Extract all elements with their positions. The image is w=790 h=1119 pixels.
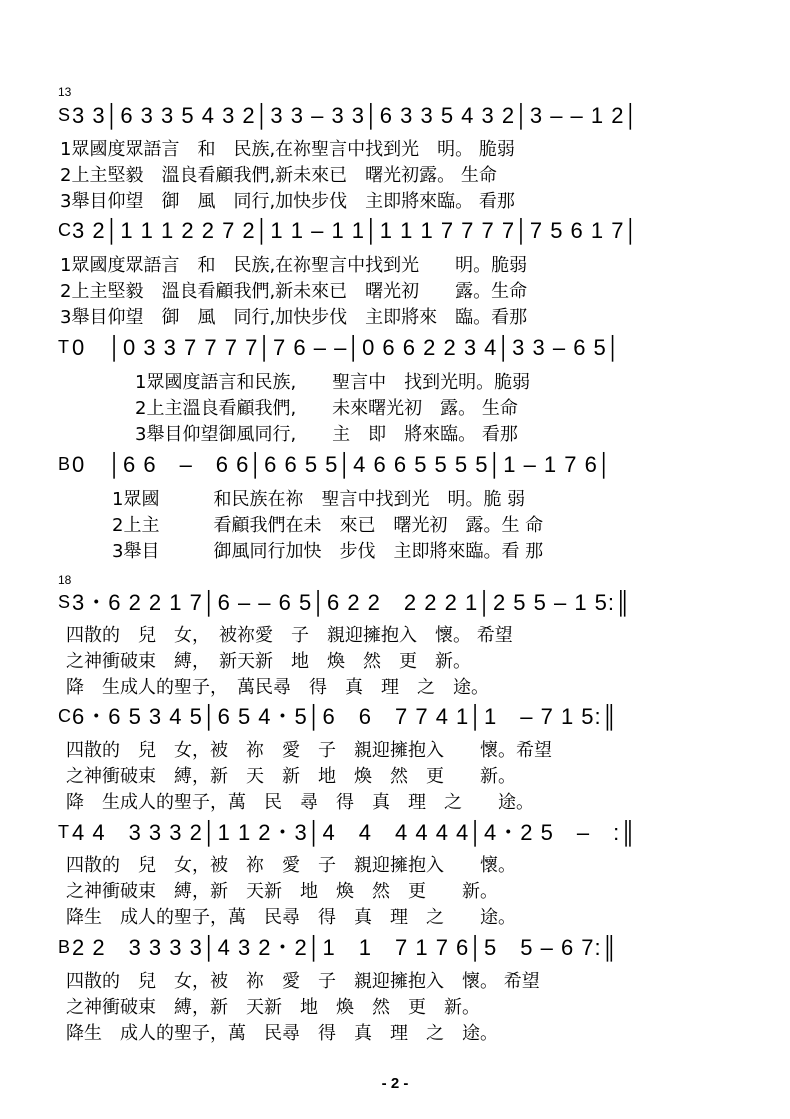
bass-staff <box>58 452 738 478</box>
voice-label: T <box>58 337 69 357</box>
alto-staff <box>58 218 738 244</box>
notes-line: 4 4 3 3 3 2│1 1 2・3│4 4 4 4 4 4│4・2 5 – :║ <box>72 820 637 845</box>
voice-label: C <box>58 220 71 240</box>
measure-number: 18 <box>58 573 72 587</box>
tenor-staff <box>58 820 738 846</box>
notes-line: 3 2│1 1 1 2 2 7 2│1 1 – 1 1│1 1 1 7 7 7 7│7 5 6 1 7│ <box>72 218 640 243</box>
alto-staff <box>58 704 738 730</box>
lyric-line: 四散的 兒 女， 被祢愛 子 親迎擁抱入 懷。 希望 <box>66 625 513 646</box>
voice-label: S <box>58 592 71 612</box>
lyric-line: 之神衝破束 縛，新 天 新 地 煥 然 更 新。 <box>66 766 516 787</box>
lyric-line: 降 生成人的聖子，萬 民 尋 得 真 理 之 途。 <box>66 792 534 813</box>
voice-label: C <box>58 706 71 726</box>
lyric-line: 2上主 看顧我們在未 來已 曙光初 露。生 命 <box>112 515 544 536</box>
notes-line: 0 │6 6 – 6 6│6 6 5 5│4 6 6 5 5 5 5│1 – 1 7 6│ <box>72 452 613 477</box>
notes-line: 3・6 2 2 1 7│6 – – 6 5│6 2 2 2 2 2 1│2 5 5 – 1 5:║ <box>72 590 632 615</box>
lyric-line: 3舉目仰望 御 風 同行,加快步伐 主即將來臨。 看那 <box>60 191 515 212</box>
notes-line: 0 │0 3 3 7 7 7 7│7 6 – –│0 6 6 2 2 3 4│3 3 – 6 5│ <box>72 335 622 360</box>
lyric-line: 1眾國 和民族在祢 聖言中找到光 明。脆 弱 <box>112 489 526 510</box>
lyric-line: 1眾國度眾語言 和 民族,在祢聖言中找到光 明。 脆弱 <box>60 139 515 160</box>
lyric-line: 四散的 兒 女，被 祢 愛 子 親迎擁抱入 懷。 <box>66 855 516 876</box>
soprano-staff <box>58 103 738 129</box>
lyric-line: 降生 成人的聖子，萬 民尋 得 真 理 之 途。 <box>66 1023 498 1044</box>
notes-line: 6・6 5 3 4 5│6 5 4・5│6 6 7 7 4 1│1 – 7 1 5:║ <box>72 704 619 729</box>
measure-number: 13 <box>58 85 72 99</box>
bass-staff <box>58 935 738 961</box>
lyric-line: 3舉目仰望御風同行, 主 即 將來臨。 看那 <box>135 424 518 445</box>
voice-label: T <box>58 822 69 842</box>
lyric-line: 2上主堅毅 溫良看顧我們,新未來已 曙光初 露。生命 <box>60 281 528 302</box>
lyric-line: 降生 成人的聖子，萬 民尋 得 真 理 之 途。 <box>66 907 516 928</box>
lyric-line: 之神衝破束 縛，新 天新 地 煥 然 更 新。 <box>66 881 498 902</box>
lyric-line: 之神衝破束 縛， 新天新 地 煥 然 更 新。 <box>66 651 471 672</box>
notes-line: 3 3│6 3 3 5 4 3 2│3 3 – 3 3│6 3 3 5 4 3 2│3 – – 1 2│ <box>72 103 640 128</box>
page-number: - 2 - <box>381 1075 409 1092</box>
lyric-line: 3舉目 御風同行加快 步伐 主即將來臨。看 那 <box>112 541 544 562</box>
lyric-line: 2上主堅毅 溫良看顧我們,新未來已 曙光初露。 生命 <box>60 165 497 186</box>
lyric-line: 四散的 兒 女，被 祢 愛 子 親迎擁抱入 懷。 希望 <box>66 971 540 992</box>
lyric-line: 3舉目仰望 御 風 同行,加快步伐 主即將來 臨。看那 <box>60 307 528 328</box>
notes-line: 2 2 3 3 3 3│4 3 2・2│1 1 7 1 7 6│5 5 – 6 7:║ <box>72 935 619 960</box>
tenor-staff <box>58 335 738 361</box>
lyric-line: 1眾國度語言和民族, 聖言中 找到光明。脆弱 <box>135 372 531 393</box>
lyric-line: 之神衝破束 縛，新 天新 地 煥 然 更 新。 <box>66 997 480 1018</box>
lyric-line: 四散的 兒 女，被 祢 愛 子 親迎擁抱入 懷。希望 <box>66 740 552 761</box>
voice-label: S <box>58 105 71 125</box>
lyric-line: 降 生成人的聖子， 萬民尋 得 真 理 之 途。 <box>66 677 489 698</box>
voice-label: B <box>58 937 71 957</box>
soprano-staff <box>58 590 738 616</box>
lyric-line: 2上主溫良看顧我們, 未來曙光初 露。 生命 <box>135 398 518 419</box>
lyric-line: 1眾國度眾語言 和 民族,在祢聖言中找到光 明。脆弱 <box>60 255 528 276</box>
voice-label: B <box>58 454 71 474</box>
